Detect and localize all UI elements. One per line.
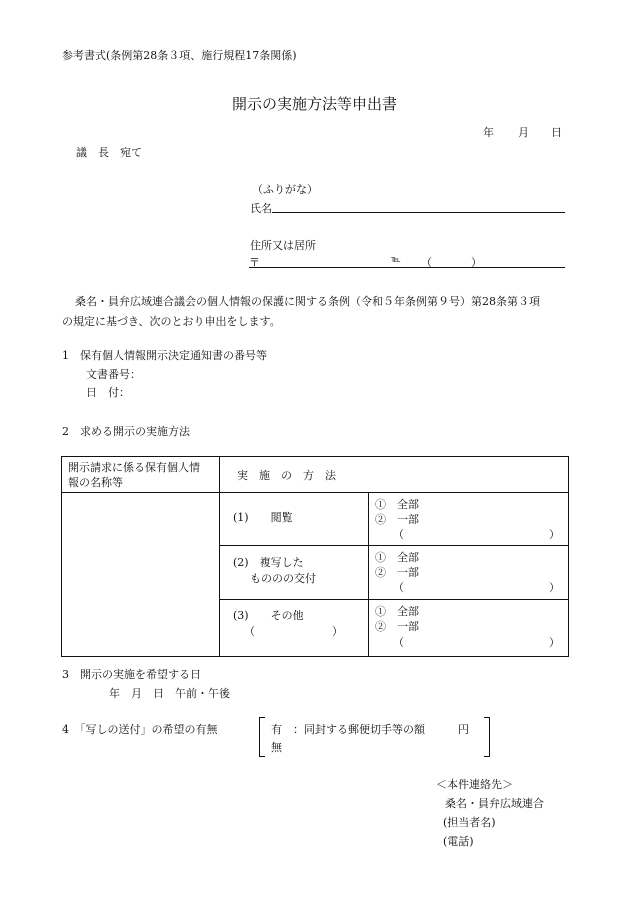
table-header-info-line-2: 報の名称等 xyxy=(68,476,123,489)
table-header-method xyxy=(220,457,569,493)
contact-person: (担当者名) xyxy=(443,816,496,829)
method-1-label: (1) 閲覧 xyxy=(233,511,293,524)
postal-mark: 〒 xyxy=(249,256,260,269)
doc-number-label: 文書番号： xyxy=(86,368,141,381)
address-label: 住所又は居所 xyxy=(250,239,316,252)
option-cell-2[interactable] xyxy=(369,546,569,600)
table-header-method-label: 実 施 の 方 法 xyxy=(237,468,336,482)
option-2-all: ① 全部 xyxy=(375,551,419,564)
send-copy-yes-option[interactable]: 有 ：同封する郵便切手等の額 円 xyxy=(271,723,469,736)
reference-note: 参考書式(条例第28条３項、施行規程17条関係) xyxy=(62,49,297,62)
info-name-cell[interactable] xyxy=(62,493,220,657)
table-header-info-name xyxy=(62,457,220,493)
addressee: 議 長 宛て xyxy=(76,146,142,159)
section-4-heading: 4 「写しの送付」の希望の有無 xyxy=(62,723,218,736)
contact-title: ＜本件連絡先＞ xyxy=(436,778,513,791)
section-3-heading: 3 開示の実施を希望する日 xyxy=(62,668,201,681)
tel-paren-open: （ xyxy=(421,256,432,269)
option-2-paren-open: （ xyxy=(393,581,404,594)
preferred-date-line: 年 月 日 午前・午後 xyxy=(109,687,230,700)
option-1-partial: ② 一部 xyxy=(375,513,419,526)
option-1-paren-open: （ xyxy=(393,528,404,541)
option-3-paren-open: （ xyxy=(393,636,404,649)
method-3-label-line-1: (3) その他 xyxy=(233,609,304,622)
contact-phone: (電話) xyxy=(443,835,474,848)
doc-date-label: 日 付： xyxy=(86,386,130,399)
intro-line-2: の規定に基づき、次のとおり申出をします。 xyxy=(62,315,281,328)
section-2-heading: 2 求める開示の実施方法 xyxy=(62,425,190,438)
option-3-partial: ② 一部 xyxy=(375,620,419,633)
method-2-label-line-1: (2) 複写した xyxy=(233,556,304,569)
method-2-label-line-2: もののの交付 xyxy=(250,572,316,585)
bracket-left xyxy=(259,717,265,757)
name-field[interactable] xyxy=(272,212,565,213)
address-field[interactable] xyxy=(249,267,565,268)
option-1-paren-close: ） xyxy=(549,528,560,541)
option-2-paren-close: ） xyxy=(549,581,560,594)
option-cell-3[interactable] xyxy=(369,600,569,657)
date-month-label: 月 xyxy=(518,126,529,139)
send-copy-no-option[interactable]: 無 xyxy=(271,741,282,754)
name-label: 氏名 xyxy=(250,202,272,215)
table-header-info-line-1: 開示請求に係る保有個人情 xyxy=(68,461,200,474)
date-year-label: 年 xyxy=(483,126,494,139)
method-cell-3 xyxy=(220,600,369,657)
tel-label: ℡ xyxy=(391,255,401,265)
page-title: 開示の実施方法等申出書 xyxy=(232,95,398,113)
date-day-label: 日 xyxy=(551,126,562,139)
tel-paren-close: ） xyxy=(471,256,482,269)
option-3-paren-close: ） xyxy=(549,636,560,649)
option-1-all: ① 全部 xyxy=(375,498,419,511)
furigana-label: （ふりがな） xyxy=(252,183,318,196)
option-cell-1[interactable] xyxy=(369,493,569,546)
bracket-right xyxy=(484,717,490,757)
method-cell-2 xyxy=(220,546,369,600)
method-cell-1 xyxy=(220,493,369,546)
intro-line-1: 桑名・員弁広域連合議会の個人情報の保護に関する条例（令和５年条例第９号）第28条第３項 xyxy=(75,295,540,308)
option-2-partial: ② 一部 xyxy=(375,566,419,579)
option-3-all: ① 全部 xyxy=(375,605,419,618)
section-1-heading: 1 保有個人情報開示決定通知書の番号等 xyxy=(62,349,267,362)
method-3-label-line-2: （ ） xyxy=(244,625,343,638)
disclosure-method-table xyxy=(61,456,569,657)
contact-org: 桑名・員弁広域連合 xyxy=(445,797,544,810)
